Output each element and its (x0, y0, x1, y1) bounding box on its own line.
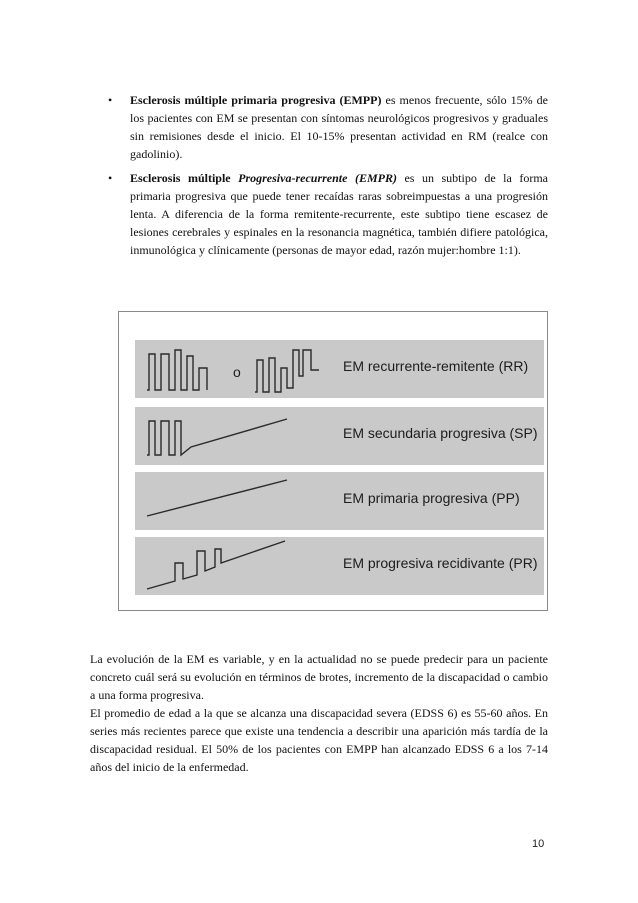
bullet-empr (108, 169, 548, 259)
band-pp (135, 472, 544, 530)
band-pr (135, 537, 544, 595)
band-rr (135, 340, 544, 398)
page-number: 10 (532, 838, 545, 850)
paragraph-edss: El promedio de edad a la que se alcanza una discapacidad severa (EDSS 6) es 55-60 años. En series más recientes parece que existe una tendencia a describir una aparición más tardía de la discapacidad residual. El 50% de los pacientes con EMPP han alcanzado EDSS 6 a los 7-14 años del inicio de la enfermedad. (90, 706, 548, 774)
bullet-text (130, 91, 548, 163)
band-label: EM progresiva recidivante (PR) (343, 555, 538, 571)
band-label: EM secundaria progresiva (SP) (343, 425, 538, 441)
bullet-description: es un subtipo de la forma primaria progresiva que puede tener recaídas raras sobreimpuestas a una progresión lenta. A diferencia de la forma remitente-recurrente, este subtipo tiene escasez de lesiones cerebrales y espinales en la resonancia magnética, también difiere patológica, inmunológica y clínicamente (personas de mayor edad, razón mujer:hombre 1:1). (130, 171, 548, 257)
bullet-term-italic: Progresiva-recurrente (EMPR) (238, 171, 397, 185)
bullet-description: es menos frecuente, sólo 15% de los pacientes con EM se presentan con síntomas neurológicos progresivos y graduales sin remisiones desde el inicio. El 10-15% presentan actividad en RM (realce con gadolinio). (130, 93, 548, 161)
paragraph-evolution: La evolución de la EM es variable, y en la actualidad no se puede predecir para un paciente concreto cuál será su evolución en términos de brotes, incremento de la discapacidad o cambio a una forma progresiva. (90, 652, 548, 702)
bullet-term: Esclerosis múltiple primaria progresiva (EMPP) (130, 93, 382, 107)
band-label: EM primaria progresiva (PP) (343, 490, 520, 506)
bullet-empp (108, 91, 548, 163)
rr-connector: o (233, 364, 241, 380)
bullet-marker: • (108, 93, 113, 107)
ms-course-figure (118, 311, 548, 611)
bullet-marker: • (108, 171, 113, 185)
band-label: EM recurrente-remitente (RR) (343, 358, 529, 374)
bullet-text (130, 169, 548, 259)
bullet-term: Esclerosis múltiple (130, 171, 231, 185)
band-sp (135, 407, 544, 465)
